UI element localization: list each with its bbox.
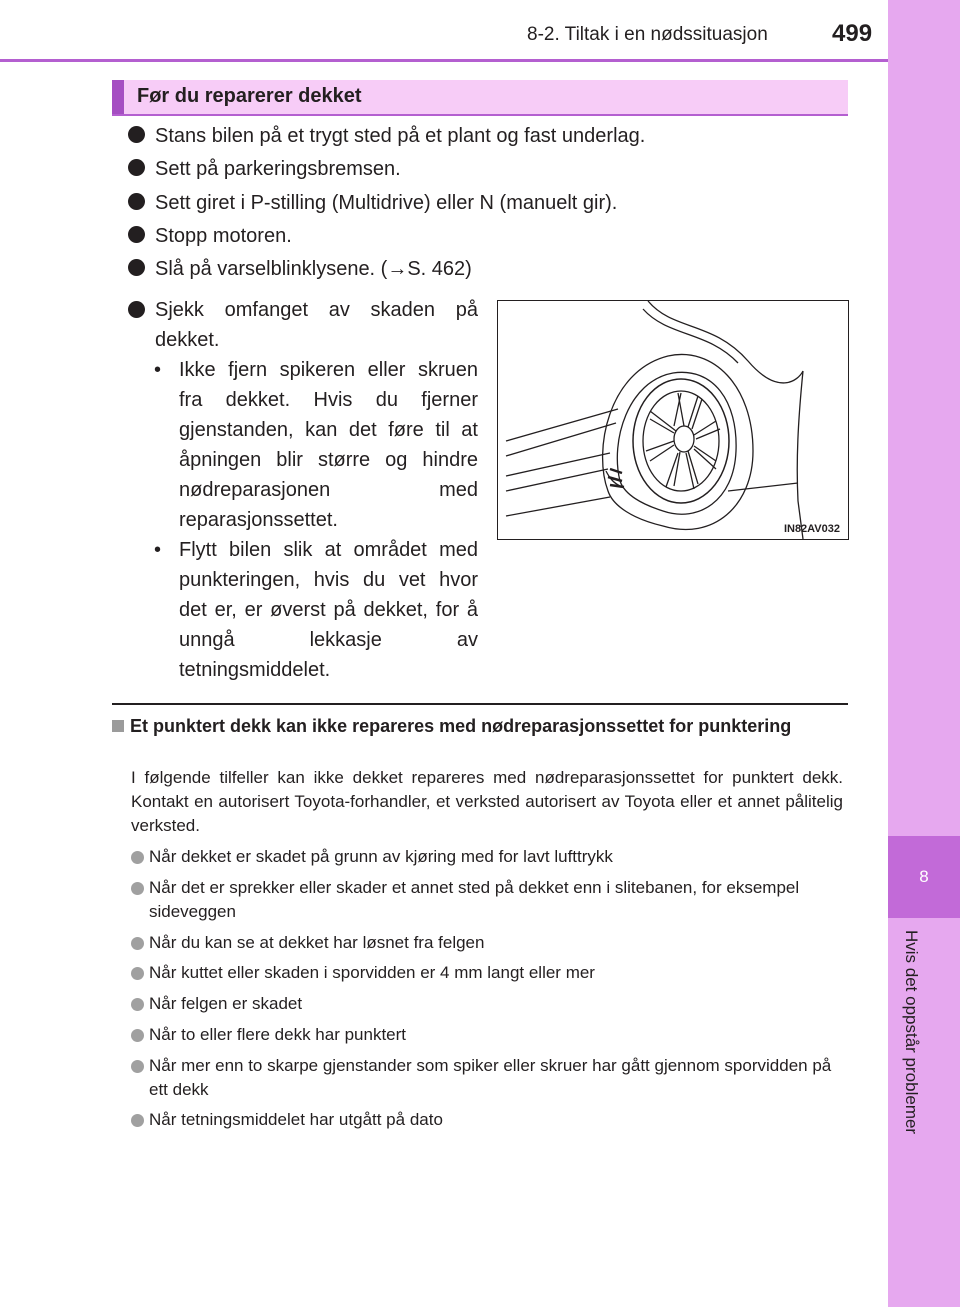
chapter-title: Hvis det oppstår problemer	[902, 930, 921, 1135]
check-sub-1: • Ikke fjern spikeren eller skruen fra dekket. Hvis du fjerner gjenstanden, kan det føre til at åpningen blir større og hindre nødreparasjonen med reparasjonssettet.	[154, 359, 478, 531]
step-4: Stopp motoren.	[128, 225, 292, 248]
step-3: Sett giret i P-stilling (Multidrive) eller N (manuelt gir).	[128, 192, 617, 215]
gray-bullet-icon	[131, 967, 144, 980]
page-number: 499	[832, 20, 873, 47]
note-item-5: Når felgen er skadet	[131, 992, 851, 1016]
gray-bullet-icon	[131, 882, 144, 895]
gray-bullet-icon	[131, 1029, 144, 1042]
check-step	[128, 295, 478, 685]
step-1: Stans bilen på et trygt sted på et plant og fast underlag.	[128, 125, 645, 148]
gray-bullet-icon	[131, 851, 144, 864]
section-divider	[112, 703, 848, 705]
tire-illustration	[497, 300, 849, 540]
bullet-dot-icon	[128, 226, 145, 243]
wheel-illustration-icon	[498, 301, 848, 539]
chapter-number: 8	[888, 836, 960, 918]
figure-id: IN82AV032	[783, 523, 840, 535]
step-5: Slå på varselblinklysene. (→S. 462)	[128, 258, 472, 281]
header-rule	[0, 59, 888, 62]
step-2: Sett på parkeringsbremsen.	[128, 158, 401, 181]
note-item-6: Når to eller flere dekk har punktert	[131, 1023, 851, 1047]
box-header	[112, 80, 848, 116]
gray-bullet-icon	[131, 998, 144, 1011]
gray-bullet-icon	[131, 1114, 144, 1127]
bullet-dot-icon	[128, 126, 145, 143]
check-sub-2: • Flytt bilen slik at området med punkteringen, hvis du vet hvor det er, er øverst på dekket, for å unngå lekkasje av tetningsmiddelet.	[154, 539, 478, 681]
square-bullet-icon	[112, 720, 124, 732]
gray-bullet-icon	[131, 1060, 144, 1073]
note-item-1: Når dekket er skadet på grunn av kjøring med for lavt lufttrykk	[131, 845, 851, 869]
bullet-dot-icon	[128, 193, 145, 210]
gray-bullet-icon	[131, 937, 144, 950]
bullet-dot-icon	[128, 159, 145, 176]
bullet-dot-icon	[128, 259, 145, 276]
note-body: I følgende tilfeller kan ikke dekket repareres med nødreparasjonssettet for punktert dekk. Kontakt en autorisert Toyota-forhandler, et verksted autorisert av Toyota eller et annet pålitelig verksted.	[131, 768, 843, 835]
note-item-4: Når kuttet eller skaden i sporvidden er 4 mm langt eller mer	[131, 961, 851, 985]
note-heading: Et punktert dekk kan ikke repareres med nødreparasjonssettet for punktering	[112, 714, 848, 738]
section-title: 8-2. Tiltak i en nødssituasjon	[527, 24, 768, 45]
box-header-bar	[112, 80, 124, 114]
note-item-7: Når mer enn to skarpe gjenstander som spiker eller skruer har gått gjennom sporvidden på ett dekk	[131, 1054, 851, 1102]
note-item-2: Når det er sprekker eller skader et annet sted på dekket enn i slitebanen, for eksempel sideveggen	[131, 876, 851, 924]
note-item-3: Når du kan se at dekket har løsnet fra felgen	[131, 931, 851, 955]
check-text: Sjekk omfanget av skaden på dekket.	[155, 299, 478, 351]
bullet-dot-icon	[128, 301, 145, 318]
box-title: Før du reparerer dekket	[137, 85, 362, 107]
note-item-8: Når tetningsmiddelet har utgått på dato	[131, 1108, 851, 1132]
